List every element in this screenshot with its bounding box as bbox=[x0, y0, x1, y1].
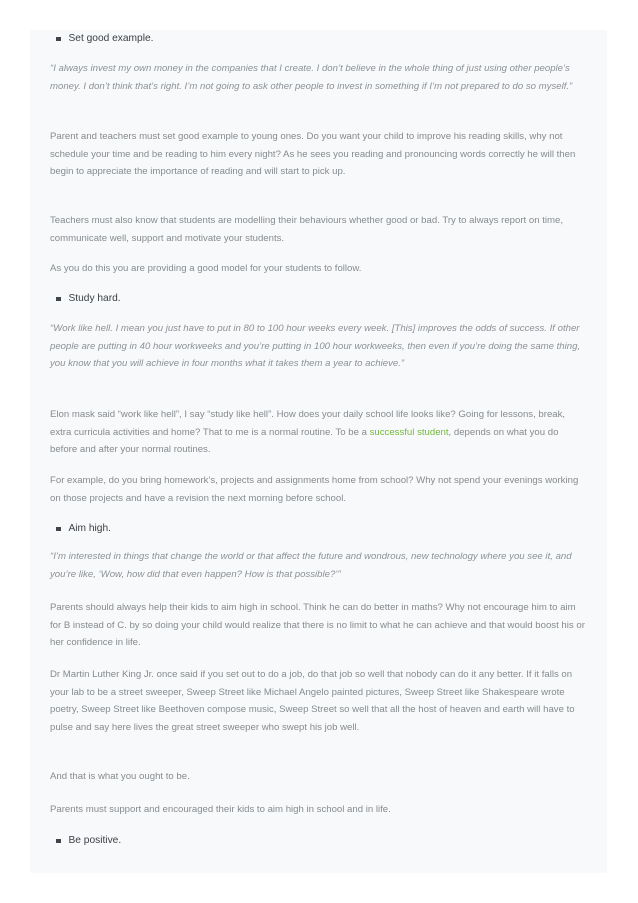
paragraph: Parent and teachers must set good example to young ones. Do you want your child to improve his reading skills, why not schedule your time and be reading to him every night? As he sees you reading and pronouncing words correctly he will then begin to appreciate the importance of reading and will start to pick up. bbox=[50, 131, 576, 178]
heading-text: Study hard. bbox=[68, 293, 121, 305]
paragraph: Teachers must also know that students are modelling their behaviours whether good or bad. Try to always report on time, communicate well, support and motivate your students. bbox=[50, 215, 563, 244]
section-heading bbox=[50, 30, 153, 48]
paragraph: Parents should always help their kids to aim high in school. Think he can do better in maths? Why not encourage him to aim for B instead of C. by so doing your child would realize that there is no limit to what he can achieve and that would boost his or her confidence in life. bbox=[50, 602, 585, 649]
paragraph-text: Elon mask said “work like hell”, I say “study like hell”. How does your daily school life looks like? Going for lessons, break, extra curricula activities and home? That to me is a normal routine. To be a bbox=[50, 409, 566, 438]
quote: “I always invest my own money in the companies that I create. I don’t believe in the whole thing of just using other people’s money. I don’t think that’s right. I’m not going to ask other people to invest in something if I’m not prepared to do so myself.” bbox=[50, 63, 573, 92]
bullet-icon bbox=[56, 37, 61, 42]
successful-student-link[interactable]: successful student bbox=[369, 426, 449, 438]
bullet-icon bbox=[56, 527, 61, 532]
quote: “I’m interested in things that change the world or that affect the future and wondrous, new technology where you see it, and you’re like, ‘Wow, how did that even happen? How is that possible?’” bbox=[50, 551, 572, 580]
paragraph: And that is what you ought to be. bbox=[50, 771, 190, 782]
paragraph bbox=[50, 406, 585, 459]
heading-text: Set good example. bbox=[68, 33, 154, 45]
paragraph: Parents must support and encouraged their kids to aim high in school and in life. bbox=[50, 804, 391, 815]
quote: “Work like hell. I mean you just have to put in 80 to 100 hour weeks every week. [This] improves the odds of success. If other people are putting in 40 hour workweeks and you’re putting in 100 hour workweeks, then even if you’re doing the same thing, you know that you will achieve in four months what it takes them a year to achieve.” bbox=[50, 323, 581, 370]
paragraph: For example, do you bring homework’s, projects and assignments home from school? Why not spend your evenings working on those projects and have a revision the next morning before school. bbox=[50, 475, 579, 504]
paragraph: As you do this you are providing a good model for your students to follow. bbox=[50, 263, 362, 274]
heading-text: Be positive. bbox=[68, 835, 122, 847]
bullet-icon bbox=[56, 839, 61, 844]
bullet-icon bbox=[56, 297, 61, 302]
heading-text: Aim high. bbox=[68, 523, 111, 535]
paragraph: Dr Martin Luther King Jr. once said if you set out to do a job, do that job so well that nobody can do it any better. If it falls on your lab to be a street sweeper, Sweep Street like Michael Angelo painted pictures, Sweep Street like Shakespeare wrote poetry, Sweep Street like Beethoven compose music, Sweep Street so well that all the host of heaven and earth will have to pulse and say here lives the great street sweeper who swept his job well. bbox=[50, 669, 575, 733]
section-heading bbox=[50, 290, 121, 308]
section-heading bbox=[50, 832, 121, 850]
section-heading bbox=[50, 520, 111, 538]
paragraph-text: , depends on what you do before and after your normal routines. bbox=[50, 426, 559, 456]
article-card bbox=[30, 30, 607, 873]
